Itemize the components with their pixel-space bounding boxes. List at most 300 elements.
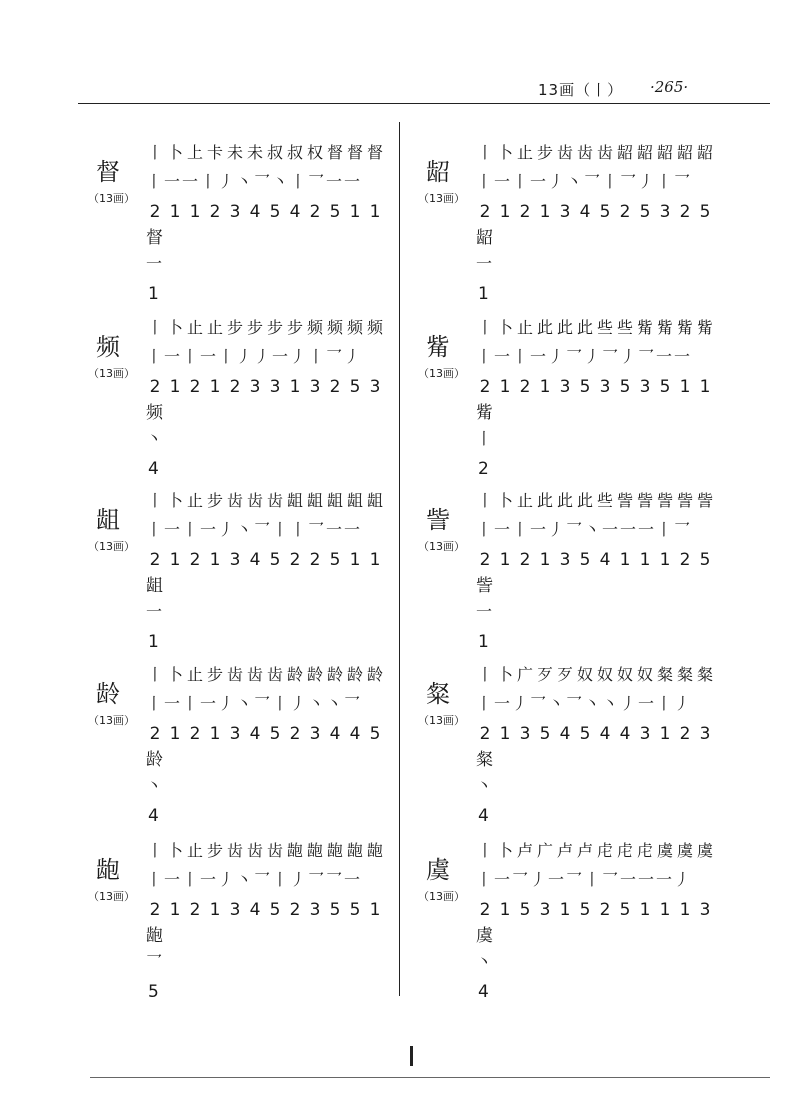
stroke-code: 1 bbox=[639, 550, 651, 570]
stroke-code: 2 bbox=[189, 550, 201, 570]
stroke-code: 2 bbox=[189, 724, 201, 744]
stroke-count-label: （13画） bbox=[418, 540, 465, 553]
stroke-progression bbox=[146, 662, 384, 688]
progression-step: 龄 bbox=[306, 665, 323, 684]
progression-step: 奴 bbox=[576, 665, 593, 684]
progression-step: 些 bbox=[596, 318, 613, 337]
stroke-code: 2 bbox=[619, 202, 631, 222]
continuation-character: 訾 bbox=[476, 576, 493, 596]
progression-step: 訾 bbox=[676, 491, 693, 510]
character-entry bbox=[418, 838, 748, 1014]
continuation-code: 1 bbox=[478, 284, 489, 304]
progression-step: 止 bbox=[516, 491, 533, 510]
entry-character: 督 bbox=[96, 158, 120, 186]
stroke-code: 1 bbox=[209, 900, 221, 920]
stroke-code: 1 bbox=[539, 377, 551, 397]
progression-step: 齿 bbox=[576, 143, 593, 162]
progression-step: 龃 bbox=[346, 491, 363, 510]
stroke-code: 1 bbox=[499, 550, 511, 570]
stroke-shapes: 丨一丨一丿丶乛丨丿丶丶乛 bbox=[146, 694, 363, 713]
stroke-code: 3 bbox=[369, 377, 381, 397]
stroke-codes bbox=[476, 548, 714, 572]
progression-step: 訾 bbox=[616, 491, 633, 510]
continuation-code: 4 bbox=[148, 459, 159, 479]
progression-step: 齿 bbox=[596, 143, 613, 162]
progression-step: 龃 bbox=[366, 491, 383, 510]
stroke-code: 2 bbox=[519, 377, 531, 397]
stroke-code: 4 bbox=[249, 202, 261, 222]
stroke-code: 2 bbox=[229, 377, 241, 397]
entry-character: 龅 bbox=[96, 856, 120, 884]
progression-step: 卜 bbox=[166, 841, 183, 860]
progression-step: 卜 bbox=[496, 665, 513, 684]
progression-step: 虍 bbox=[636, 841, 653, 860]
continuation-stroke: 丶 bbox=[476, 776, 493, 795]
character-entry bbox=[88, 662, 418, 838]
stroke-code: 4 bbox=[559, 724, 571, 744]
stroke-code: 2 bbox=[189, 377, 201, 397]
stroke-count-label: （13画） bbox=[418, 890, 465, 903]
stroke-shapes: 丨一丨一丿丶乛丨丨乛一一 bbox=[146, 520, 363, 539]
stroke-code: 2 bbox=[209, 202, 221, 222]
stroke-code: 2 bbox=[309, 550, 321, 570]
entry-character: 龆 bbox=[426, 158, 450, 186]
stroke-count-label: （13画） bbox=[88, 540, 135, 553]
stroke-code: 2 bbox=[309, 202, 321, 222]
progression-step: 步 bbox=[266, 318, 283, 337]
bottom-mark bbox=[410, 1046, 413, 1066]
progression-step: 奴 bbox=[616, 665, 633, 684]
character-entry bbox=[88, 140, 418, 316]
stroke-count-label: （13画） bbox=[88, 192, 135, 205]
stroke-code: 3 bbox=[559, 377, 571, 397]
stroke-shapes: 丨一丿乛丶乛丶丶丿一丨丿 bbox=[476, 694, 693, 713]
header-rule bbox=[78, 103, 770, 104]
entry-character: 訾 bbox=[426, 506, 450, 534]
progression-step: 龆 bbox=[696, 143, 713, 162]
continuation-character: 虞 bbox=[476, 926, 493, 946]
stroke-code: 4 bbox=[249, 900, 261, 920]
progression-step: 卢 bbox=[576, 841, 593, 860]
stroke-code: 3 bbox=[559, 202, 571, 222]
stroke-code: 3 bbox=[229, 550, 241, 570]
progression-step: 觜 bbox=[696, 318, 713, 337]
stroke-code: 3 bbox=[309, 724, 321, 744]
progression-step: 步 bbox=[226, 318, 243, 337]
stroke-code: 5 bbox=[329, 550, 341, 570]
stroke-code: 3 bbox=[229, 900, 241, 920]
progression-step: 龅 bbox=[306, 841, 323, 860]
stroke-code: 4 bbox=[249, 550, 261, 570]
stroke-code: 4 bbox=[599, 724, 611, 744]
progression-step: 叔 bbox=[286, 143, 303, 162]
stroke-code: 4 bbox=[349, 724, 361, 744]
progression-step: 上 bbox=[186, 143, 203, 162]
stroke-code: 4 bbox=[579, 202, 591, 222]
page-number: ·265· bbox=[650, 78, 689, 96]
progression-step: 歹 bbox=[536, 665, 553, 684]
progression-step: 虍 bbox=[596, 841, 613, 860]
stroke-code: 1 bbox=[369, 900, 381, 920]
stroke-code: 2 bbox=[479, 900, 491, 920]
stroke-code: 1 bbox=[209, 550, 221, 570]
stroke-code: 1 bbox=[369, 550, 381, 570]
progression-step: 止 bbox=[186, 841, 203, 860]
progression-step: 止 bbox=[516, 318, 533, 337]
stroke-code: 5 bbox=[269, 724, 281, 744]
stroke-shapes: 丨一丨一丿乛丿乛丿乛一一 bbox=[476, 347, 693, 366]
stroke-code: 1 bbox=[189, 202, 201, 222]
continuation-code: 1 bbox=[148, 632, 159, 652]
continuation-character: 督 bbox=[146, 228, 163, 248]
progression-step: 广 bbox=[536, 841, 553, 860]
stroke-code: 4 bbox=[619, 724, 631, 744]
stroke-code: 3 bbox=[559, 550, 571, 570]
progression-step: 此 bbox=[556, 491, 573, 510]
progression-step: 些 bbox=[596, 491, 613, 510]
progression-step: 虞 bbox=[696, 841, 713, 860]
character-entry bbox=[418, 488, 748, 664]
stroke-code: 1 bbox=[559, 900, 571, 920]
stroke-code: 5 bbox=[579, 377, 591, 397]
progression-step: 齿 bbox=[246, 491, 263, 510]
progression-step: 步 bbox=[246, 318, 263, 337]
continuation-code: 4 bbox=[148, 806, 159, 826]
continuation-stroke: 一 bbox=[146, 254, 163, 273]
stroke-codes bbox=[476, 898, 714, 922]
progression-step: 丨 bbox=[146, 143, 163, 162]
continuation-code: 4 bbox=[478, 982, 489, 1002]
stroke-code: 2 bbox=[479, 550, 491, 570]
progression-step: 此 bbox=[536, 491, 553, 510]
stroke-code: 5 bbox=[329, 202, 341, 222]
progression-step: 粲 bbox=[676, 665, 693, 684]
stroke-code: 4 bbox=[289, 202, 301, 222]
stroke-code: 2 bbox=[479, 202, 491, 222]
progression-step: 止 bbox=[186, 491, 203, 510]
progression-step: 频 bbox=[346, 318, 363, 337]
stroke-code: 5 bbox=[699, 550, 711, 570]
continuation-character: 粲 bbox=[476, 750, 493, 770]
progression-step: 卜 bbox=[496, 318, 513, 337]
progression-step: 步 bbox=[206, 665, 223, 684]
stroke-code: 1 bbox=[289, 377, 301, 397]
progression-step: 卡 bbox=[206, 143, 223, 162]
entry-character: 频 bbox=[96, 333, 120, 361]
stroke-code: 2 bbox=[479, 724, 491, 744]
stroke-code: 2 bbox=[519, 202, 531, 222]
progression-step: 叔 bbox=[266, 143, 283, 162]
stroke-progression bbox=[146, 140, 384, 166]
stroke-code: 4 bbox=[599, 550, 611, 570]
stroke-code: 1 bbox=[619, 550, 631, 570]
running-header-title: 13画（丨） bbox=[538, 81, 624, 99]
progression-step: 丨 bbox=[146, 841, 163, 860]
stroke-code: 3 bbox=[639, 724, 651, 744]
progression-step: 龅 bbox=[366, 841, 383, 860]
stroke-count-label: （13画） bbox=[88, 367, 135, 380]
progression-step: 虍 bbox=[616, 841, 633, 860]
progression-step: 此 bbox=[576, 491, 593, 510]
progression-step: 频 bbox=[366, 318, 383, 337]
stroke-code: 2 bbox=[149, 724, 161, 744]
stroke-code: 1 bbox=[499, 724, 511, 744]
progression-step: 訾 bbox=[656, 491, 673, 510]
progression-step: 丨 bbox=[146, 665, 163, 684]
character-entry bbox=[88, 838, 418, 1014]
stroke-code: 3 bbox=[699, 900, 711, 920]
stroke-code: 5 bbox=[269, 202, 281, 222]
stroke-code: 5 bbox=[329, 900, 341, 920]
continuation-character: 龄 bbox=[146, 750, 163, 770]
continuation-stroke: 丨 bbox=[476, 429, 493, 448]
stroke-code: 1 bbox=[699, 377, 711, 397]
progression-step: 步 bbox=[206, 491, 223, 510]
entry-character: 觜 bbox=[426, 333, 450, 361]
continuation-stroke: 乛 bbox=[146, 952, 163, 971]
stroke-code: 1 bbox=[169, 900, 181, 920]
stroke-codes bbox=[146, 200, 384, 224]
progression-step: 丨 bbox=[146, 318, 163, 337]
stroke-code: 2 bbox=[289, 724, 301, 744]
continuation-code: 2 bbox=[478, 459, 489, 479]
stroke-code: 3 bbox=[699, 724, 711, 744]
stroke-shapes: 丨一丨一丿乛丶一一一丨乛 bbox=[476, 520, 693, 539]
stroke-codes bbox=[146, 375, 384, 399]
progression-step: 卜 bbox=[166, 318, 183, 337]
continuation-stroke: 丶 bbox=[146, 776, 163, 795]
stroke-shapes: 丨一一丨丿丶乛丶丨乛一一 bbox=[146, 172, 363, 191]
progression-step: 频 bbox=[326, 318, 343, 337]
progression-step: 卜 bbox=[166, 665, 183, 684]
progression-step: 卜 bbox=[496, 841, 513, 860]
stroke-codes bbox=[146, 898, 384, 922]
stroke-code: 1 bbox=[369, 202, 381, 222]
progression-step: 龆 bbox=[636, 143, 653, 162]
progression-step: 虞 bbox=[656, 841, 673, 860]
progression-step: 未 bbox=[246, 143, 263, 162]
stroke-code: 1 bbox=[209, 724, 221, 744]
stroke-code: 2 bbox=[479, 377, 491, 397]
progression-step: 齿 bbox=[556, 143, 573, 162]
continuation-stroke: 丶 bbox=[146, 429, 163, 448]
stroke-shapes: 丨一丨一丿丶乛丨乛丿丨乛 bbox=[476, 172, 693, 191]
progression-step: 龄 bbox=[366, 665, 383, 684]
progression-step: 觜 bbox=[636, 318, 653, 337]
stroke-code: 3 bbox=[309, 377, 321, 397]
stroke-code: 1 bbox=[499, 202, 511, 222]
progression-step: 龃 bbox=[306, 491, 323, 510]
progression-step: 此 bbox=[556, 318, 573, 337]
stroke-code: 2 bbox=[679, 550, 691, 570]
progression-step: 齿 bbox=[226, 665, 243, 684]
stroke-code: 1 bbox=[679, 377, 691, 397]
progression-step: 权 bbox=[306, 143, 323, 162]
progression-step: 齿 bbox=[246, 665, 263, 684]
stroke-progression bbox=[476, 488, 714, 514]
progression-step: 督 bbox=[366, 143, 383, 162]
stroke-code: 5 bbox=[579, 900, 591, 920]
stroke-code: 1 bbox=[169, 550, 181, 570]
stroke-progression bbox=[476, 140, 714, 166]
progression-step: 訾 bbox=[636, 491, 653, 510]
stroke-count-label: （13画） bbox=[88, 714, 135, 727]
progression-step: 卜 bbox=[496, 143, 513, 162]
progression-step: 止 bbox=[206, 318, 223, 337]
stroke-code: 1 bbox=[539, 550, 551, 570]
character-entry bbox=[88, 315, 418, 491]
progression-step: 龄 bbox=[286, 665, 303, 684]
continuation-character: 龆 bbox=[476, 228, 493, 248]
progression-step: 丨 bbox=[476, 841, 493, 860]
stroke-code: 2 bbox=[679, 724, 691, 744]
stroke-code: 3 bbox=[539, 900, 551, 920]
stroke-progression bbox=[146, 838, 384, 864]
progression-step: 步 bbox=[206, 841, 223, 860]
stroke-code: 5 bbox=[519, 900, 531, 920]
progression-step: 龅 bbox=[326, 841, 343, 860]
continuation-stroke: 一 bbox=[146, 602, 163, 621]
stroke-code: 5 bbox=[349, 900, 361, 920]
progression-step: 止 bbox=[516, 143, 533, 162]
progression-step: 龄 bbox=[346, 665, 363, 684]
stroke-code: 3 bbox=[269, 377, 281, 397]
stroke-code: 1 bbox=[659, 550, 671, 570]
stroke-code: 5 bbox=[619, 377, 631, 397]
progression-step: 歹 bbox=[556, 665, 573, 684]
stroke-code: 2 bbox=[519, 550, 531, 570]
progression-step: 龆 bbox=[656, 143, 673, 162]
stroke-code: 1 bbox=[349, 550, 361, 570]
continuation-code: 4 bbox=[478, 806, 489, 826]
stroke-code: 5 bbox=[269, 550, 281, 570]
stroke-code: 1 bbox=[539, 202, 551, 222]
entry-character: 龄 bbox=[96, 680, 120, 708]
progression-step: 龄 bbox=[326, 665, 343, 684]
progression-step: 丨 bbox=[146, 491, 163, 510]
stroke-progression bbox=[476, 315, 714, 341]
stroke-code: 4 bbox=[329, 724, 341, 744]
character-entry bbox=[418, 315, 748, 491]
progression-step: 齿 bbox=[226, 491, 243, 510]
stroke-code: 1 bbox=[659, 724, 671, 744]
progression-step: 觜 bbox=[656, 318, 673, 337]
continuation-character: 频 bbox=[146, 403, 163, 423]
stroke-code: 5 bbox=[619, 900, 631, 920]
stroke-code: 2 bbox=[289, 550, 301, 570]
continuation-stroke: 一 bbox=[476, 602, 493, 621]
progression-step: 粲 bbox=[656, 665, 673, 684]
progression-step: 粲 bbox=[696, 665, 713, 684]
progression-step: 丨 bbox=[476, 665, 493, 684]
progression-step: 未 bbox=[226, 143, 243, 162]
progression-step: 广 bbox=[516, 665, 533, 684]
stroke-codes bbox=[146, 722, 384, 746]
stroke-code: 5 bbox=[579, 724, 591, 744]
stroke-code: 5 bbox=[269, 900, 281, 920]
continuation-code: 1 bbox=[148, 284, 159, 304]
progression-step: 些 bbox=[616, 318, 633, 337]
continuation-code: 1 bbox=[478, 632, 489, 652]
stroke-count-label: （13画） bbox=[418, 192, 465, 205]
stroke-code: 4 bbox=[249, 724, 261, 744]
continuation-stroke: 一 bbox=[476, 254, 493, 273]
progression-step: 卜 bbox=[496, 491, 513, 510]
progression-step: 止 bbox=[186, 665, 203, 684]
stroke-code: 5 bbox=[699, 202, 711, 222]
stroke-shapes: 丨一丨一丿丶乛丨丿乛乛一 bbox=[146, 870, 363, 889]
progression-step: 齿 bbox=[266, 841, 283, 860]
progression-step: 丨 bbox=[476, 491, 493, 510]
progression-step: 齿 bbox=[246, 841, 263, 860]
stroke-code: 1 bbox=[169, 724, 181, 744]
stroke-count-label: （13画） bbox=[418, 367, 465, 380]
progression-step: 丨 bbox=[476, 143, 493, 162]
entry-character: 虞 bbox=[426, 856, 450, 884]
stroke-codes bbox=[476, 375, 714, 399]
character-entry bbox=[418, 140, 748, 316]
stroke-code: 5 bbox=[579, 550, 591, 570]
stroke-shapes: 丨一乛丿一乛丨乛一一一丿 bbox=[476, 870, 693, 889]
stroke-code: 5 bbox=[599, 202, 611, 222]
stroke-code: 1 bbox=[169, 202, 181, 222]
progression-step: 卜 bbox=[166, 491, 183, 510]
progression-step: 齿 bbox=[266, 491, 283, 510]
progression-step: 步 bbox=[286, 318, 303, 337]
progression-step: 觜 bbox=[676, 318, 693, 337]
stroke-code: 1 bbox=[209, 377, 221, 397]
stroke-code: 3 bbox=[309, 900, 321, 920]
progression-step: 奴 bbox=[596, 665, 613, 684]
progression-step: 卢 bbox=[556, 841, 573, 860]
stroke-code: 3 bbox=[639, 377, 651, 397]
stroke-shapes: 丨一丨一丨丿丿一丿丨乛丿 bbox=[146, 347, 363, 366]
stroke-progression bbox=[476, 838, 714, 864]
stroke-code: 3 bbox=[659, 202, 671, 222]
progression-step: 龅 bbox=[346, 841, 363, 860]
progression-step: 频 bbox=[306, 318, 323, 337]
progression-step: 卢 bbox=[516, 841, 533, 860]
stroke-code: 5 bbox=[539, 724, 551, 744]
stroke-code: 2 bbox=[599, 900, 611, 920]
continuation-character: 觜 bbox=[476, 403, 493, 423]
progression-step: 督 bbox=[346, 143, 363, 162]
stroke-code: 2 bbox=[149, 900, 161, 920]
stroke-code: 1 bbox=[659, 900, 671, 920]
stroke-code: 3 bbox=[519, 724, 531, 744]
stroke-codes bbox=[146, 548, 384, 572]
stroke-code: 1 bbox=[639, 900, 651, 920]
stroke-code: 2 bbox=[679, 202, 691, 222]
stroke-code: 1 bbox=[679, 900, 691, 920]
stroke-code: 3 bbox=[229, 724, 241, 744]
progression-step: 齿 bbox=[266, 665, 283, 684]
character-entry bbox=[88, 488, 418, 664]
stroke-count-label: （13画） bbox=[418, 714, 465, 727]
stroke-code: 3 bbox=[249, 377, 261, 397]
progression-step: 奴 bbox=[636, 665, 653, 684]
continuation-code: 5 bbox=[148, 982, 159, 1002]
stroke-code: 2 bbox=[149, 202, 161, 222]
stroke-count-label: （13画） bbox=[88, 890, 135, 903]
stroke-code: 3 bbox=[229, 202, 241, 222]
stroke-codes bbox=[476, 722, 714, 746]
stroke-code: 2 bbox=[149, 377, 161, 397]
stroke-code: 3 bbox=[599, 377, 611, 397]
stroke-code: 1 bbox=[169, 377, 181, 397]
progression-step: 龃 bbox=[326, 491, 343, 510]
progression-step: 止 bbox=[186, 318, 203, 337]
